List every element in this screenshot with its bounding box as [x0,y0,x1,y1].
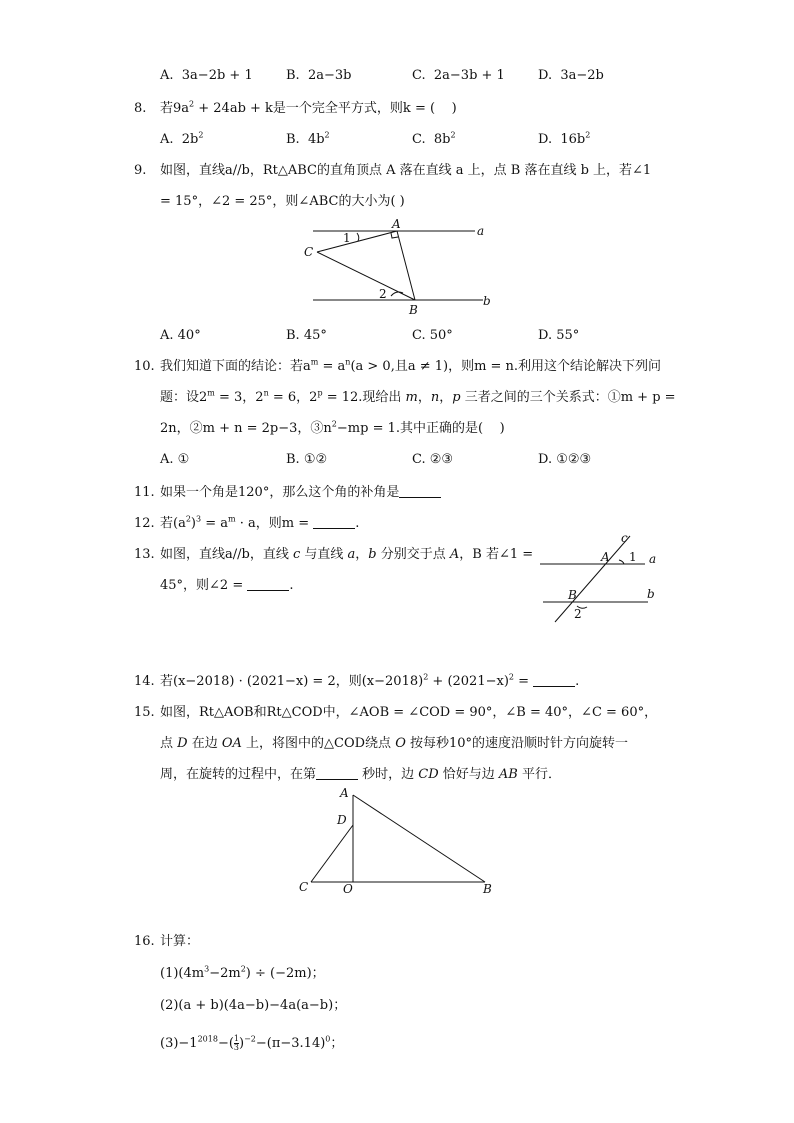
q9-angle1-arc [357,233,359,241]
q13-line2: 45°，则∠2 = . [160,578,294,593]
q15-label-o: O [343,882,353,896]
q16-item-3: $(3)-1^{2018}-$( $\frac{1}{3}$ )$^{-2}-(\pi-3.14)^0$； [160,1034,344,1052]
q13-number: 13. [134,547,155,562]
q13-line-c [555,536,630,622]
q13-line2-text: 45°，则∠2 = [160,578,248,593]
q9-line1: 如图，直线a//b，Rt△ABC的直角顶点 A 落在直线 a 上，点 B 落在直线 b 上，若∠1 [160,163,652,178]
q10-line1: 我们知道下面的结论：若$a^m = a^n(a > 0$,且a ≠ 1)，则m = n.利用这个结论解决下列问 [160,357,662,374]
q10-line2: 题：设$2^m = 3$，$2^n = 6$，$2^p = 12$.现给出 m，n，p 三者之间的三个关系式：①m + p = [160,388,676,405]
q15-number: 15. [134,705,155,720]
q13-answer-blank[interactable] [247,578,289,591]
q7-option-a: A. 3a−2b + 1 [160,68,253,83]
q12-number: 12. [134,516,155,531]
q15-label-b: B [483,882,492,896]
q15-segment-ab [353,795,485,882]
q15-line3: 周，在旋转的过程中，在第 秒时，边 CD 恰好与边 AB 平行． [160,767,562,782]
q16-item-2: (2)(a + b)(4a−b)−4a(a−b)； [160,998,347,1013]
q9-angle2-arc [391,292,403,296]
q15-line2: 点 D 在边 OA 上，将图中的△COD绕点 O 按每秒10°的速度沿顺时针方向旋转一 [160,736,629,751]
q9-options [160,328,620,346]
q9-option-d: D. 55° [538,328,580,343]
q10-number: 10. [134,359,155,374]
q10-option-c: C. ②③ [412,452,454,467]
q9-segment-ab [397,231,415,300]
q14-number: 14. [134,674,155,689]
q13-figure [535,530,665,630]
q9-label-line-a: a [477,224,485,238]
q7-option-d: D. 3a−2b [538,68,604,83]
q14-stem: 若(x−2018) · (2021−x) = 2，则$(x-2018)^2 + (2021-x)^2$ = . [160,672,580,689]
q10-option-d: D. ①②③ [538,452,592,467]
q15-label-a: A [340,786,349,800]
q8-option-d: D. $16b^2$ [538,130,591,147]
q11-answer-blank[interactable] [399,485,441,498]
q10-option-b: B. ①② [286,452,328,467]
q15-answer-blank[interactable] [316,767,358,780]
q9-right-angle-mark [391,233,398,238]
q8-number: 8. [134,101,147,116]
q13-line1: 如图，直线a//b，直线 c 与直线 a，b 分别交于点 A，B 若∠1 = [160,547,534,562]
q16-item-1: $(1)(4m^3-2m^2) \div (-2m)$； [160,964,325,981]
q8-option-b: B. $4b^2$ [286,130,330,147]
q15-figure [295,782,505,900]
q13-label-b-point: B [568,588,577,602]
q7-options [160,68,620,86]
q15-line3a: 周，在旋转的过程中，在第 [160,767,317,782]
q8-option-c: C. $8b^2$ [412,130,456,147]
q13-label-line-b: b [647,587,655,601]
q13-label-angle2: 2 [574,607,582,621]
q9-figure [295,218,505,318]
q9-option-b: B. 45° [286,328,327,343]
q16-number: 16. [134,934,155,949]
q9-option-c: C. 50° [412,328,453,343]
q13-label-line-c: c [621,531,628,545]
q13-angle1-arc [619,560,624,564]
q9-label-a-point: A [392,218,401,231]
q11-number: 11. [134,485,155,500]
q9-label-angle1: 1 [343,231,351,245]
q15-line1: 如图，Rt△AOB和Rt△COD中，∠AOB = ∠COD = 90°，∠B = 40°，∠C = 60°， [160,705,658,720]
q9-label-c-point: C [304,245,314,259]
q9-segment-cb [317,252,415,300]
q9-label-b-point: B [409,303,418,317]
q15-label-d: D [337,813,347,827]
q15-segment-cd [311,825,353,882]
q16-stem: 计算： [160,934,200,949]
q13-label-line-a: a [649,552,657,566]
q9-label-angle2: 2 [379,287,387,301]
q9-label-line-b: b [483,294,491,308]
q9-segment-ca [317,231,397,252]
q7-option-b: B. 2a−3b [286,68,352,83]
q13-label-angle1: 1 [629,550,637,564]
q11-stem-text: 如果一个角是120°，那么这个角的补角是 [160,485,400,500]
q8-stem: 若$9a^2 + 24ab + k$是一个完全平方式，则k = ( ) [160,99,457,116]
q13-label-a-point: A [601,550,610,564]
q12-stem: 若$(a^2)^3 = a^m \cdot a$，则m = . [160,514,360,531]
q8-options [160,132,620,150]
q12-answer-blank[interactable] [313,516,355,529]
q7-option-c: C. 2a−3b + 1 [412,68,505,83]
q15-label-c: C [299,880,309,894]
q11-stem [160,485,441,501]
q8-option-a: A. $2b^2$ [160,130,204,147]
q10-option-a: A. ① [160,452,190,467]
q10-line3: 2n，②m + n = 2p−3，$③n^2-mp = 1$.其中正确的是( ) [160,419,505,436]
q9-option-a: A. 40° [160,328,201,343]
q14-answer-blank[interactable] [533,674,575,687]
q9-number: 9. [134,163,147,178]
q10-options [160,452,620,470]
q9-line2: = 15°，∠2 = 25°，则∠ABC的大小为( ) [160,194,405,209]
